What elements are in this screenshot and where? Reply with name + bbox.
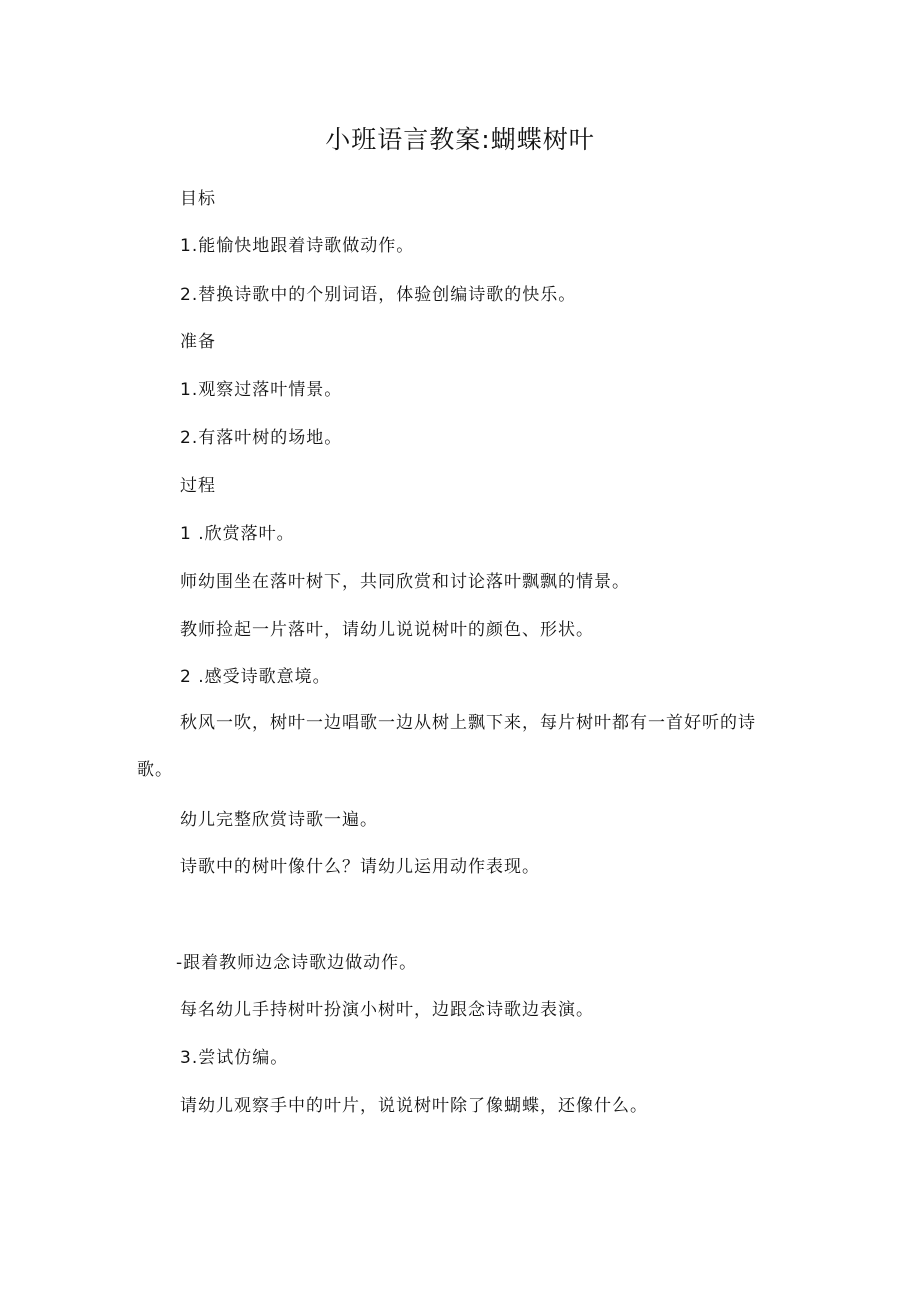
paragraph: 诗歌中的树叶像什么？请幼儿运用动作表现。 <box>180 857 540 877</box>
document-title: 小班语言教案:蝴蝶树叶 <box>325 125 595 154</box>
paragraph: 每名幼儿手持树叶扮演小树叶，边跟念诗歌边表演。 <box>180 1000 594 1020</box>
paragraph: 请幼儿观察手中的叶片，说说树叶除了像蝴蝶，还像什么。 <box>180 1096 648 1116</box>
paragraph: 教师捡起一片落叶，请幼儿说说树叶的颜色、形状。 <box>180 620 594 640</box>
preparation-item-1: 1.观察过落叶情景。 <box>180 380 343 400</box>
paragraph: 师幼围坐在落叶树下，共同欣赏和讨论落叶飘飘的情景。 <box>180 572 630 592</box>
goal-item-2: 2.替换诗歌中的个别词语，体验创编诗歌的快乐。 <box>180 285 577 305</box>
process-step-1: 1 .欣赏落叶。 <box>180 524 295 544</box>
process-step-3: 3.尝试仿编。 <box>180 1048 289 1068</box>
section-heading-preparation: 准备 <box>180 332 216 352</box>
section-heading-goals: 目标 <box>180 189 216 209</box>
goal-item-1: 1.能愉快地跟着诗歌做动作。 <box>180 236 415 256</box>
process-step-2: 2 .感受诗歌意境。 <box>180 667 331 687</box>
paragraph: 幼儿完整欣赏诗歌一遍。 <box>180 810 378 830</box>
preparation-item-2: 2.有落叶树的场地。 <box>180 428 343 448</box>
section-heading-process: 过程 <box>180 476 216 496</box>
paragraph: 秋风一吹，树叶一边唱歌一边从树上飘下来，每片树叶都有一首好听的诗歌。 <box>137 713 756 780</box>
paragraph: -跟着教师边念诗歌边做动作。 <box>176 953 418 973</box>
